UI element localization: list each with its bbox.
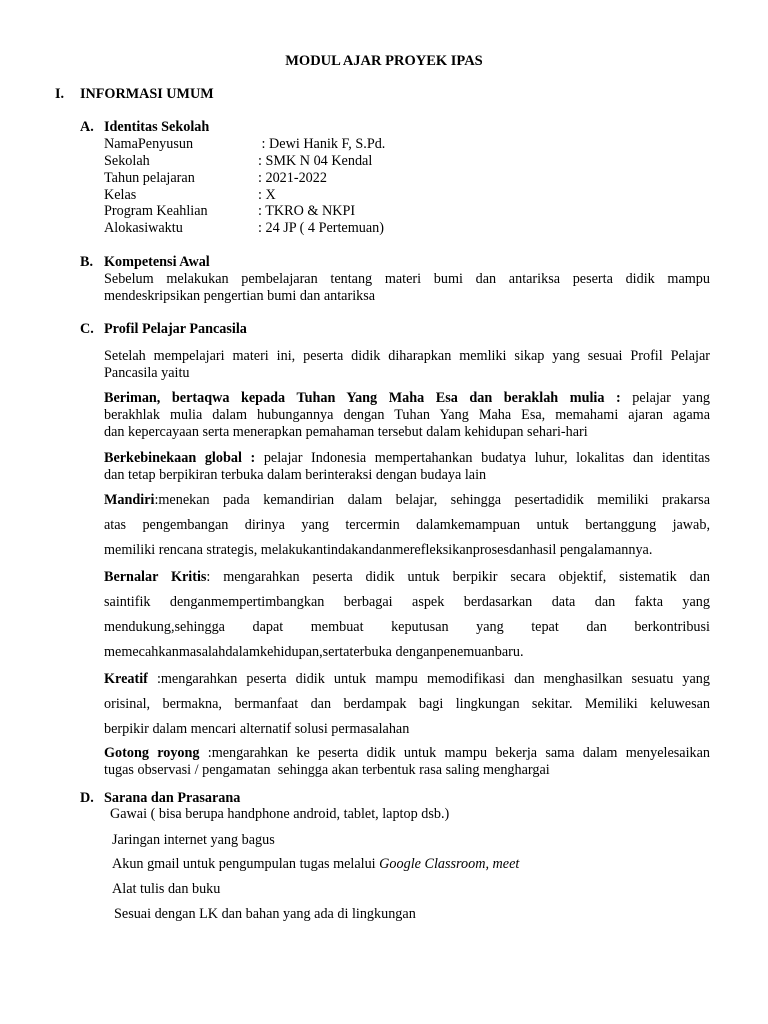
section-number: I. bbox=[55, 86, 65, 102]
profile-heading: Beriman, bertaqwa kepada Tuhan Yang Maha Esa dan beraklah mulia : bbox=[104, 390, 621, 406]
subsection-letter: C. bbox=[80, 321, 94, 337]
facility-text: Akun gmail untuk pengumpulan tugas melalui bbox=[112, 856, 380, 872]
subsection-letter: B. bbox=[80, 254, 94, 270]
profile-beriman bbox=[104, 390, 710, 441]
document-title: MODUL AJAR PROYEK IPAS bbox=[285, 53, 483, 69]
competency-paragraph bbox=[104, 271, 710, 305]
identity-value: : X bbox=[258, 187, 276, 203]
identity-value: : SMK N 04 Kendal bbox=[258, 153, 373, 169]
paragraph-line: Sebelum melakukan pembelajaran tentang materi bumi dan antariksa peserta didik mampu bbox=[104, 271, 710, 287]
paragraph-line bbox=[104, 488, 710, 513]
paragraph-line: mendukung,sehingga dapat membuat keputusan yang tepat dan berkontribusi bbox=[104, 619, 710, 635]
facility-item: Jaringan internet yang bagus bbox=[112, 832, 275, 848]
paragraph-line: tugas observasi / pengamatan sehingga akan terbentuk rasa saling menghargai bbox=[104, 762, 550, 778]
subsection-title: Identitas Sekolah bbox=[104, 119, 210, 135]
paragraph-line: orisinal, bermakna, bermanfaat dan berdampak bagi lingkungan sekitar. Memiliki keluwesan bbox=[104, 696, 710, 712]
profile-heading: Mandiri bbox=[104, 492, 155, 508]
paragraph-line: mendeskripsikan pengertian bumi dan antariksa bbox=[104, 288, 376, 304]
subsection-title: Profil Pelajar Pancasila bbox=[104, 321, 247, 337]
paragraph-line bbox=[104, 667, 710, 692]
profile-global bbox=[104, 450, 710, 484]
profile-heading: Gotong royong bbox=[104, 745, 200, 761]
paragraph-text: pelajar yang bbox=[620, 390, 711, 406]
profile-heading: Kreatif bbox=[104, 671, 148, 687]
paragraph-line: berakhlak mulia dalam hubungannya dengan Tuhan Yang Maha Esa, memahami ajaran agama bbox=[104, 407, 710, 423]
identity-label: Alokasiwaktu bbox=[104, 220, 183, 236]
paragraph-text: :mengarahkan ke peserta didik untuk mampu bekerja sama dalam menyelesaikan bbox=[199, 745, 710, 761]
paragraph-line: dan kepercayaan serta menerapkan pemahaman tersebut dalam kehidupan sehari-hari bbox=[104, 424, 588, 440]
facility-item: Gawai ( bisa berupa handphone android, tablet, laptop dsb.) bbox=[110, 806, 450, 822]
identity-value: : 2021-2022 bbox=[258, 170, 327, 186]
paragraph-line: memiliki rencana strategis, melakukantindakandanmerefleksikanprosesdanhasil pengalamannya. bbox=[104, 542, 653, 558]
paragraph-line bbox=[104, 565, 710, 590]
profile-gotong-royong bbox=[104, 745, 710, 779]
identity-value: : 24 JP ( 4 Pertemuan) bbox=[258, 220, 384, 236]
identity-label: Sekolah bbox=[104, 153, 150, 169]
paragraph-text: :mengarahkan peserta didik untuk mampu memodifikasi dan menghasilkan sesuatu yang bbox=[147, 671, 710, 687]
profile-heading: Bernalar Kritis bbox=[104, 569, 207, 585]
profile-intro bbox=[104, 348, 710, 382]
paragraph-line bbox=[104, 390, 710, 407]
facility-item: Sesuai dengan LK dan bahan yang ada di lingkungan bbox=[114, 906, 416, 922]
profile-heading: Berkebinekaan global : bbox=[104, 450, 256, 466]
identity-label: Program Keahlian bbox=[104, 203, 208, 219]
identity-value: : Dewi Hanik F, S.Pd. bbox=[258, 136, 386, 152]
facility-item: Alat tulis dan buku bbox=[112, 881, 221, 897]
profile-kreatif bbox=[104, 667, 710, 742]
paragraph-line: Pancasila yaitu bbox=[104, 365, 190, 381]
subsection-letter: D. bbox=[80, 790, 94, 806]
paragraph-line: berpikir dalam mencari alternatif solusi permasalahan bbox=[104, 721, 410, 737]
paragraph-line: dan tetap berpikiran terbuka dalam berinteraksi dengan budaya lain bbox=[104, 467, 487, 483]
paragraph-line bbox=[104, 745, 710, 762]
facility-text-italic: Google Classroom, meet bbox=[379, 856, 520, 872]
paragraph-text: pelajar Indonesia mempertahankan budatya luhur, lokalitas dan identitas bbox=[255, 450, 710, 466]
paragraph-text: : mengarahkan peserta didik untuk berpikir secara objektif, sistematik dan bbox=[206, 569, 710, 585]
identity-value: : TKRO & NKPI bbox=[258, 203, 356, 219]
paragraph-line: Setelah mempelajari materi ini, peserta didik diharapkan memliki sikap yang sesuai Profil Pelajar bbox=[104, 348, 710, 364]
identity-label: NamaPenyusun bbox=[104, 136, 194, 152]
profile-bernalar bbox=[104, 565, 710, 665]
subsection-title: Sarana dan Prasarana bbox=[104, 790, 241, 806]
profile-mandiri bbox=[104, 488, 710, 563]
facility-item bbox=[112, 856, 519, 873]
identity-label: Tahun pelajaran bbox=[104, 170, 195, 186]
paragraph-line: memecahkanmasalahdalamkehidupan,sertaterbuka denganpenemuanbaru. bbox=[104, 644, 524, 660]
identity-label: Kelas bbox=[104, 187, 137, 203]
paragraph-line: saintifik denganmempertimbangkan berbagai aspek berdasarkan data dan fakta yang bbox=[104, 594, 710, 610]
subsection-letter: A. bbox=[80, 119, 94, 135]
paragraph-line bbox=[104, 450, 710, 467]
section-title: INFORMASI UMUM bbox=[80, 86, 214, 102]
paragraph-line: atas pengembangan dirinya yang tercermin dalamkemampuan untuk bertanggung jawab, bbox=[104, 517, 710, 533]
paragraph-text: :menekan pada kemandirian dalam belajar, sehingga pesertadidik memiliki prakarsa bbox=[154, 492, 710, 508]
subsection-title: Kompetensi Awal bbox=[104, 254, 210, 270]
